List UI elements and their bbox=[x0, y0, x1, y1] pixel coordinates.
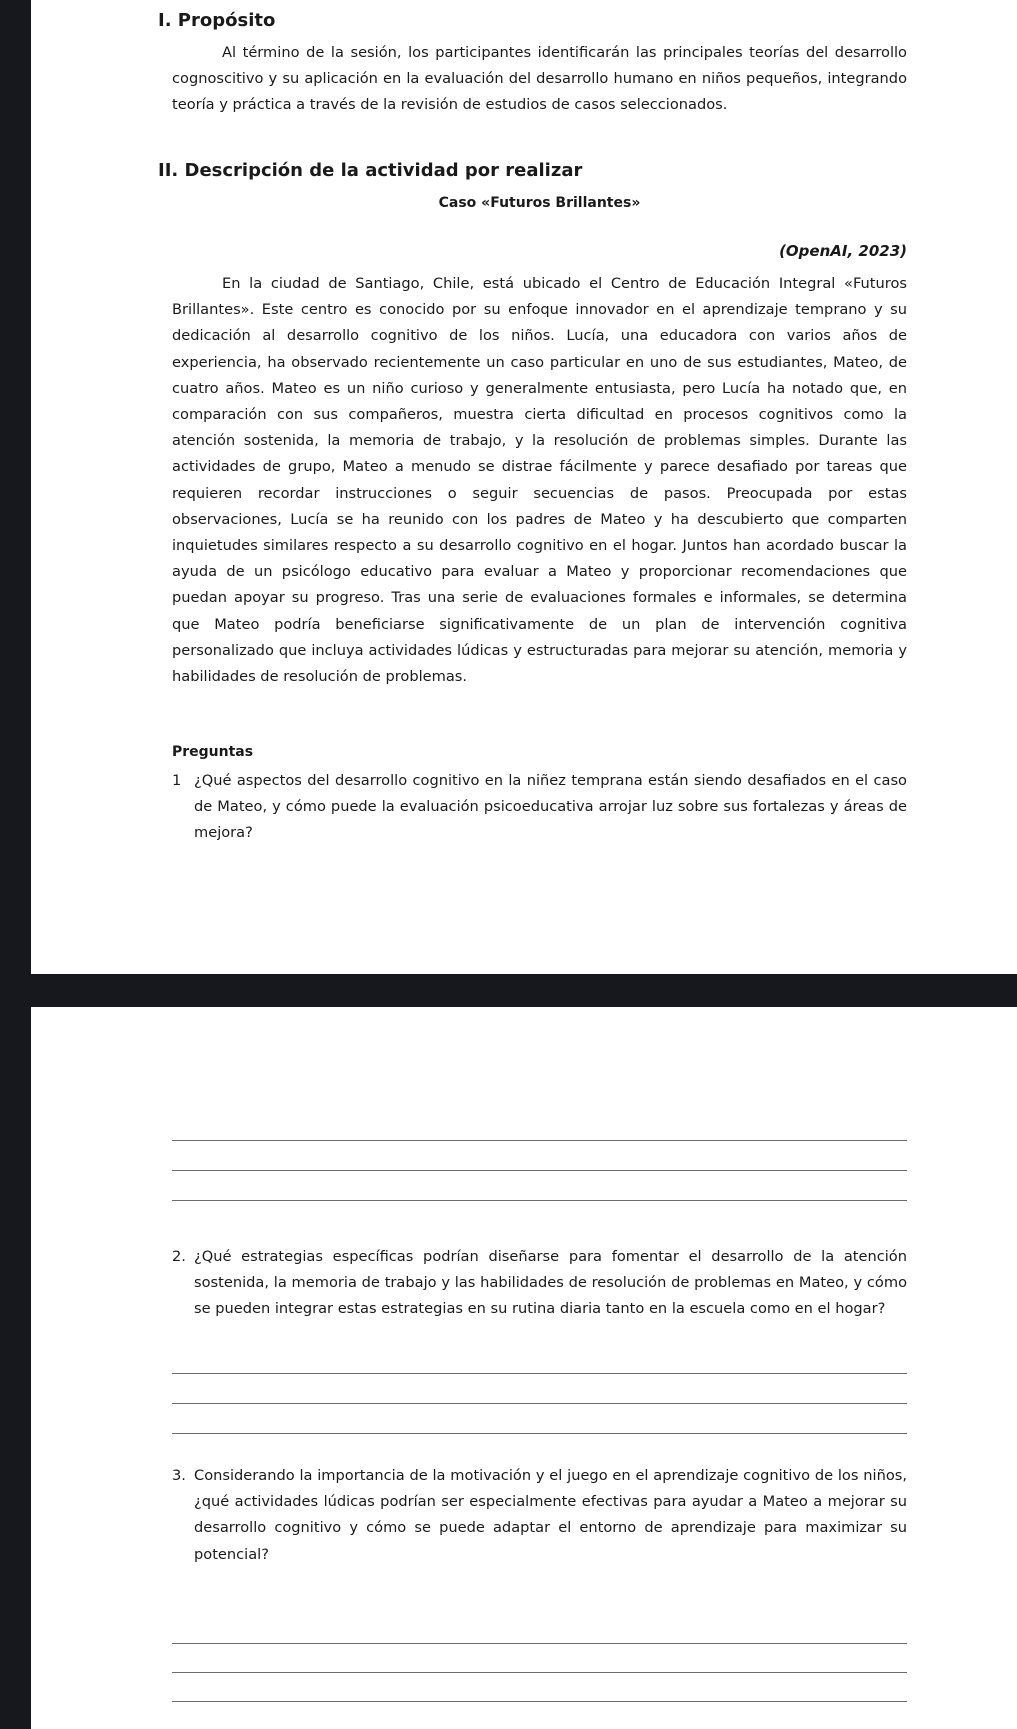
answer-line bbox=[172, 1200, 907, 1201]
document-page-1 bbox=[31, 0, 1017, 974]
answer-line bbox=[172, 1701, 907, 1702]
case-body: En la ciudad de Santiago, Chile, está ubicado el Centro de Educación Integral «Futuros Brillantes». Este centro es conocido por su enfoque innovador en el aprendizaje temprano y su dedicación al desarrollo cognitivo de los niños. Lucía, una educadora con varios años de experiencia, ha observado recientemente un caso particular en uno de sus estudiantes, Mateo, de cuatro años. Mateo es un niño curioso y generalmente entusiasta, pero Lucía ha notado que, en comparación con sus compañeros, muestra cierta dificultad en procesos cognitivos como la atención sostenida, la memoria de trabajo, y la resolución de problemas simples. Durante las actividades de grupo, Mateo a menudo se distrae fácilmente y parece desafiado por tareas que requieren recordar instrucciones o seguir secuencias de pasos. Preocupada por estas observaciones, Lucía se ha reunido con los padres de Mateo y ha descubierto que comparten inquietudes similares respecto a su desarrollo cognitivo en el hogar. Juntos han acordado buscar la ayuda de un psicólogo educativo para evaluar a Mateo y proporcionar recomendaciones que puedan apoyar su progreso. Tras una serie de evaluaciones formales e informales, se determina que Mateo podría beneficiarse significativamente de un plan de intervención cognitiva personalizado que incluya actividades lúdicas y estructuradas para mejorar su atención, memoria y habilidades de resolución de problemas. bbox=[172, 275, 907, 686]
case-citation: (OpenAI, 2023) bbox=[779, 242, 907, 260]
answer-line bbox=[172, 1373, 907, 1374]
question-3-text: Considerando la importancia de la motivación y el juego en el aprendizaje cognitivo de los niños, ¿qué actividades lúdicas podrían ser especialmente efectivas para ayudar a Mateo a mejorar su desarrollo cognitivo y cómo se puede adaptar el entorno de aprendizaje para maximizar su potencial? bbox=[194, 1467, 907, 1563]
questions-heading: Preguntas bbox=[172, 744, 254, 760]
answer-line bbox=[172, 1170, 907, 1171]
question-1-text: ¿Qué aspectos del desarrollo cognitivo en la niñez temprana están siendo desafiados en el caso de Mateo, y cómo puede la evaluación psicoeducativa arrojar luz sobre sus fortalezas y áreas de mejora? bbox=[194, 772, 907, 842]
section-2-heading: II. Descripción de la actividad por realizar bbox=[158, 160, 583, 181]
answer-line bbox=[172, 1140, 907, 1141]
document-page-2 bbox=[31, 1007, 1017, 1729]
answer-line bbox=[172, 1403, 907, 1404]
answer-line bbox=[172, 1672, 907, 1673]
question-1-number: 1 bbox=[172, 772, 182, 789]
answer-line bbox=[172, 1433, 907, 1434]
question-3-number: 3. bbox=[172, 1467, 186, 1484]
question-2-number: 2. bbox=[172, 1248, 186, 1265]
section-1-body: Al término de la sesión, los participantes identificarán las principales teorías del desarrollo cognoscitivo y su aplicación en la evaluación del desarrollo humano en niños pequeños, integrando teoría y práctica a través de la revisión de estudios de casos seleccionados. bbox=[172, 44, 907, 114]
section-1-heading: I. Propósito bbox=[158, 10, 276, 31]
answer-line bbox=[172, 1643, 907, 1644]
question-2-text: ¿Qué estrategias específicas podrían diseñarse para fomentar el desarrollo de la atención sostenida, la memoria de trabajo y las habilidades de resolución de problemas en Mateo, y cómo se pueden integrar estas estrategias en su rutina diaria tanto en la escuela como en el hogar? bbox=[194, 1248, 907, 1318]
case-title: Caso «Futuros Brillantes» bbox=[438, 195, 641, 211]
